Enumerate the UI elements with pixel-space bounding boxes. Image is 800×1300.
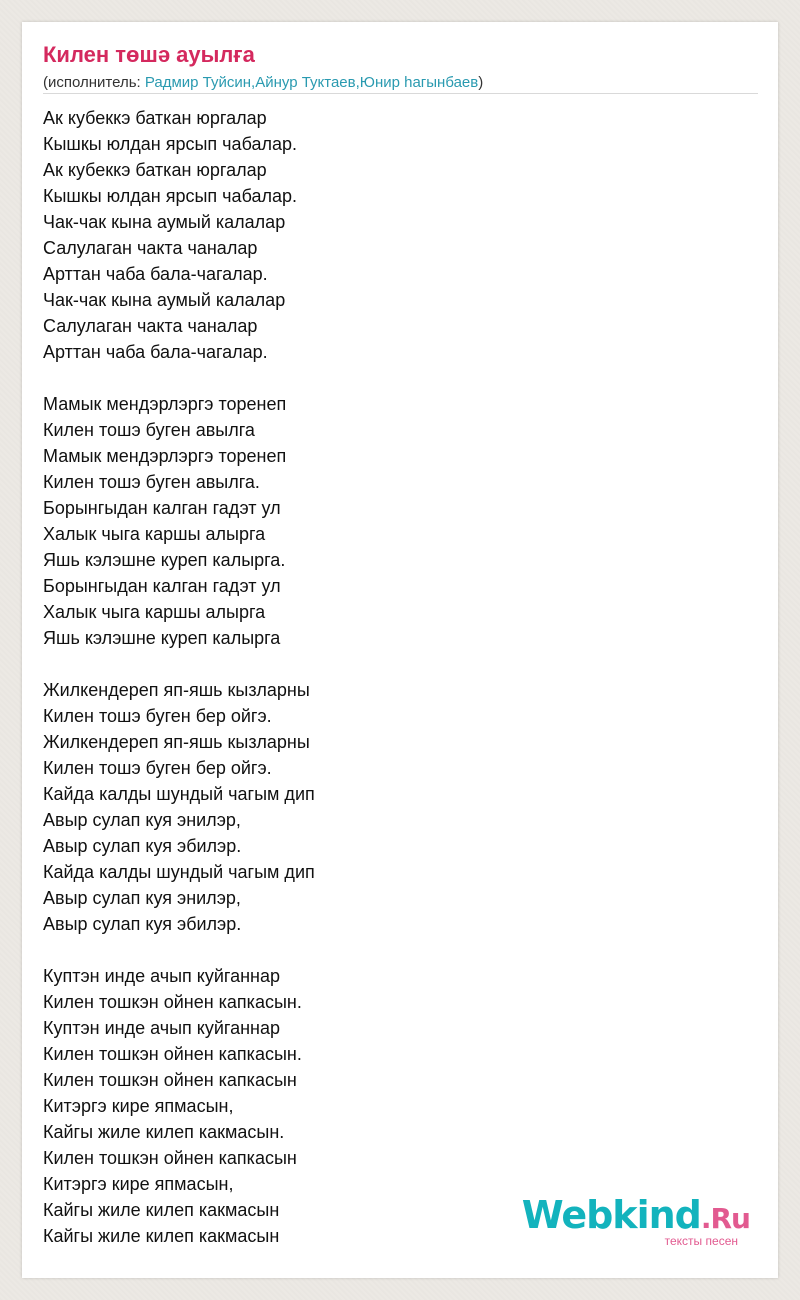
lyrics-line: Мамык мендэрлэргэ торенеп	[43, 446, 287, 466]
lyrics-line: Куптэн инде ачып куйганнар	[43, 966, 281, 986]
lyrics-line: Яшь кэлэшне куреп калырга.	[43, 550, 286, 570]
lyrics-line: Килен тошкэн ойнен капкасын	[43, 1148, 297, 1168]
lyrics-stanza	[43, 105, 743, 365]
lyrics-line: Кайгы жиле килеп какмасын	[43, 1226, 280, 1246]
logo-tagline: тексты песен	[664, 1234, 738, 1248]
lyrics-line: Авыр сулап куя эбилэр.	[43, 836, 242, 856]
lyrics-line: Авыр сулап куя эбилэр.	[43, 914, 242, 934]
lyrics-line: Авыр сулап куя энилэр,	[43, 888, 241, 908]
lyrics-line: Жилкендереп яп-яшь кызларны	[43, 680, 310, 700]
lyrics-line: Кайда калды шундый чагым дип	[43, 862, 315, 882]
lyrics-line: Борынгыдан калган гадэт ул	[43, 576, 281, 596]
lyrics-line: Ак кубеккэ баткан юргалар	[43, 160, 267, 180]
lyrics-line: Мамык мендэрлэргэ торенеп	[43, 394, 287, 414]
lyrics-line: Чак-чак кына аумый калалар	[43, 212, 286, 232]
lyrics-body	[43, 105, 743, 1275]
lyrics-stanza	[43, 677, 743, 937]
lyrics-line: Куптэн инде ачып куйганнар	[43, 1018, 281, 1038]
song-title: Килен төшә ауылға	[43, 42, 255, 67]
logo-tld: .Ru	[700, 1202, 750, 1235]
lyrics-line: Китэргэ кире япмасын,	[43, 1174, 234, 1194]
lyrics-line: Кайгы жиле килеп какмасын	[43, 1200, 280, 1220]
lyrics-line: Халык чыга каршы алырга	[43, 524, 266, 544]
lyrics-stanza	[43, 391, 743, 651]
lyrics-line: Яшь кэлэшне куреп калырга	[43, 628, 281, 648]
lyrics-line: Салулаган чакта чаналар	[43, 238, 258, 258]
lyrics-line: Кайгы жиле килеп какмасын.	[43, 1122, 285, 1142]
lyrics-line: Ак кубеккэ баткан юргалар	[43, 108, 267, 128]
lyrics-line: Авыр сулап куя энилэр,	[43, 810, 241, 830]
performer-link[interactable]: Радмир Туйсин,Айнур Туктаев,Юнир hагынбаев	[144, 74, 479, 91]
lyrics-line: Килен тошэ буген авылга.	[43, 472, 260, 492]
lyrics-card	[22, 22, 778, 1278]
lyrics-line: Арттан чаба бала-чагалар.	[43, 342, 268, 362]
lyrics-line: Арттан чаба бала-чагалар.	[43, 264, 268, 284]
lyrics-line: Килен тошэ буген бер ойгэ.	[43, 758, 272, 778]
lyrics-line: Килен тошкэн ойнен капкасын.	[43, 992, 302, 1012]
lyrics-line: Халык чыга каршы алырга	[43, 602, 266, 622]
logo-wordmark	[521, 1193, 750, 1238]
lyrics-line: Кышкы юлдан ярсып чабалар.	[43, 134, 298, 154]
performer-prefix: (исполнитель:	[43, 74, 145, 91]
lyrics-line: Кышкы юлдан ярсып чабалар.	[43, 186, 298, 206]
header-divider	[43, 93, 758, 94]
lyrics-line: Килен тошкэн ойнен капкасын	[43, 1070, 297, 1090]
lyrics-line: Жилкендереп яп-яшь кызларны	[43, 732, 310, 752]
lyrics-line: Салулаган чакта чаналар	[43, 316, 258, 336]
lyrics-line: Килен тошэ буген авылга	[43, 420, 255, 440]
logo-main-text: Webkind	[521, 1193, 701, 1237]
lyrics-line: Килен тошэ буген бер ойгэ.	[43, 706, 272, 726]
performer-suffix: )	[478, 74, 484, 91]
lyrics-line: Килен тошкэн ойнен капкасын.	[43, 1044, 302, 1064]
performer-line	[43, 74, 483, 91]
lyrics-line: Китэргэ кире япмасын,	[43, 1096, 234, 1116]
webkind-logo[interactable]	[521, 1193, 750, 1248]
lyrics-line: Кайда калды шундый чагым дип	[43, 784, 315, 804]
lyrics-line: Борынгыдан калган гадэт ул	[43, 498, 281, 518]
lyrics-line: Чак-чак кына аумый калалар	[43, 290, 286, 310]
